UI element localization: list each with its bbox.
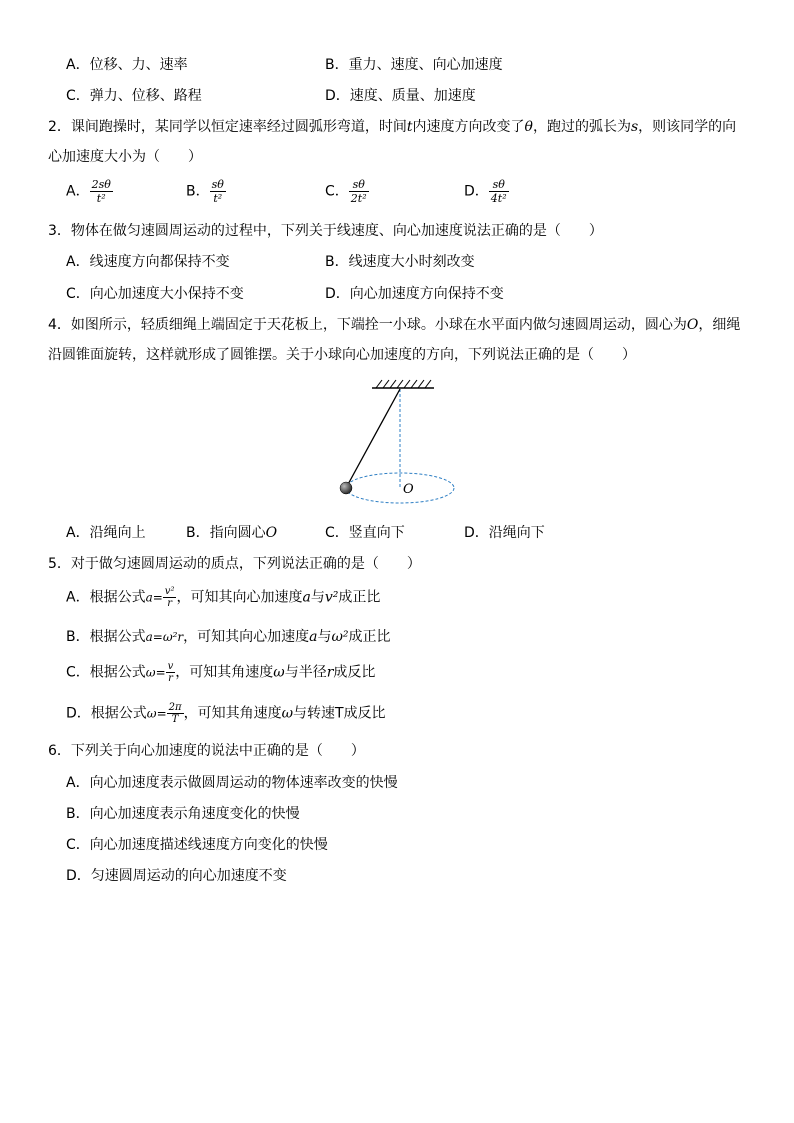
q5-option-c: C．根据公式ω= $\frac{v}{r}$ ，可知其角速度ω与半径r成反比 bbox=[66, 661, 376, 684]
q3-option-c: C．向心加速度大小保持不变 bbox=[66, 286, 244, 302]
q1-option-a: A．位移、力、速率 bbox=[66, 57, 188, 73]
q2-option-d: D． $\frac{s\theta}{\text{4t²}}$ bbox=[464, 178, 507, 205]
ball bbox=[340, 482, 352, 494]
q3-stem: 3．物体在做匀速圆周运动的过程中，下列关于线速度、向心加速度说法正确的是（ ） bbox=[48, 223, 603, 239]
q5-option-b: B．根据公式a=ω²r，可知其向心加速度a与ω²成正比 bbox=[66, 629, 391, 645]
q6-stem: 6．下列关于向心加速度的说法中正确的是（ ） bbox=[48, 743, 365, 759]
q4-stem-line1: 4．如图所示，轻质细绳上端固定于天花板上，下端拴一小球。小球在水平面内做匀速圆周运动，圆心为O，细绳 bbox=[48, 317, 741, 333]
q5-option-a: A．根据公式a= $\frac{\text{v²}}{r}$ ，可知其向心加速度a与v²成正比 bbox=[66, 586, 381, 609]
q1-option-d: D．速度、质量、加速度 bbox=[325, 88, 476, 104]
conical-pendulum-figure bbox=[330, 376, 470, 506]
q3-option-b: B．线速度大小时刻改变 bbox=[325, 254, 475, 270]
q4-stem-line2: 沿圆锥面旋转，这样就形成了圆锥摆。关于小球向心加速度的方向，下列说法正确的是（ ） bbox=[48, 347, 636, 363]
q4-option-d: D．沿绳向下 bbox=[464, 525, 545, 541]
q1-option-b: B．重力、速度、向心加速度 bbox=[325, 57, 503, 73]
q5-stem: 5．对于做匀速圆周运动的质点，下列说法正确的是（ ） bbox=[48, 556, 421, 572]
q6-option-a: A．向心加速度表示做圆周运动的物体速率改变的快慢 bbox=[66, 775, 398, 791]
q1-option-c: C．弹力、位移、路程 bbox=[66, 88, 202, 104]
q2-option-a: A． $\frac{2s\theta}{\text{t²}}$ bbox=[66, 178, 111, 205]
q2-stem-line2: 心加速度大小为（ ） bbox=[48, 149, 202, 165]
q5-option-d: D．根据公式ω= $\frac{2\pi}{T}$ ，可知其角速度ω与转速T成反比 bbox=[66, 702, 386, 725]
q2-option-b: B． $\frac{s\theta}{\text{t²}}$ bbox=[186, 178, 224, 205]
center-label: O bbox=[403, 482, 414, 497]
q3-option-d: D．向心加速度方向保持不变 bbox=[325, 286, 504, 302]
q2-option-c: C． $\frac{s\theta}{\text{2t²}}$ bbox=[325, 178, 367, 205]
q3-option-a: A．线速度方向都保持不变 bbox=[66, 254, 230, 270]
q6-option-b: B．向心加速度表示角速度变化的快慢 bbox=[66, 806, 300, 822]
q4-option-b: B．指向圆心O bbox=[186, 525, 278, 541]
q6-option-d: D．匀速圆周运动的向心加速度不变 bbox=[66, 868, 287, 884]
q4-option-c: C．竖直向下 bbox=[325, 525, 405, 541]
ceiling-hatching bbox=[376, 380, 431, 388]
q6-option-c: C．向心加速度描述线速度方向变化的快慢 bbox=[66, 837, 328, 853]
q2-stem-line1: 2．课间跑操时，某同学以恒定速率经过圆弧形弯道，时间t内速度方向改变了θ，跑过的弧长为s，则该同学的向 bbox=[48, 119, 737, 135]
q4-option-a: A．沿绳向上 bbox=[66, 525, 146, 541]
